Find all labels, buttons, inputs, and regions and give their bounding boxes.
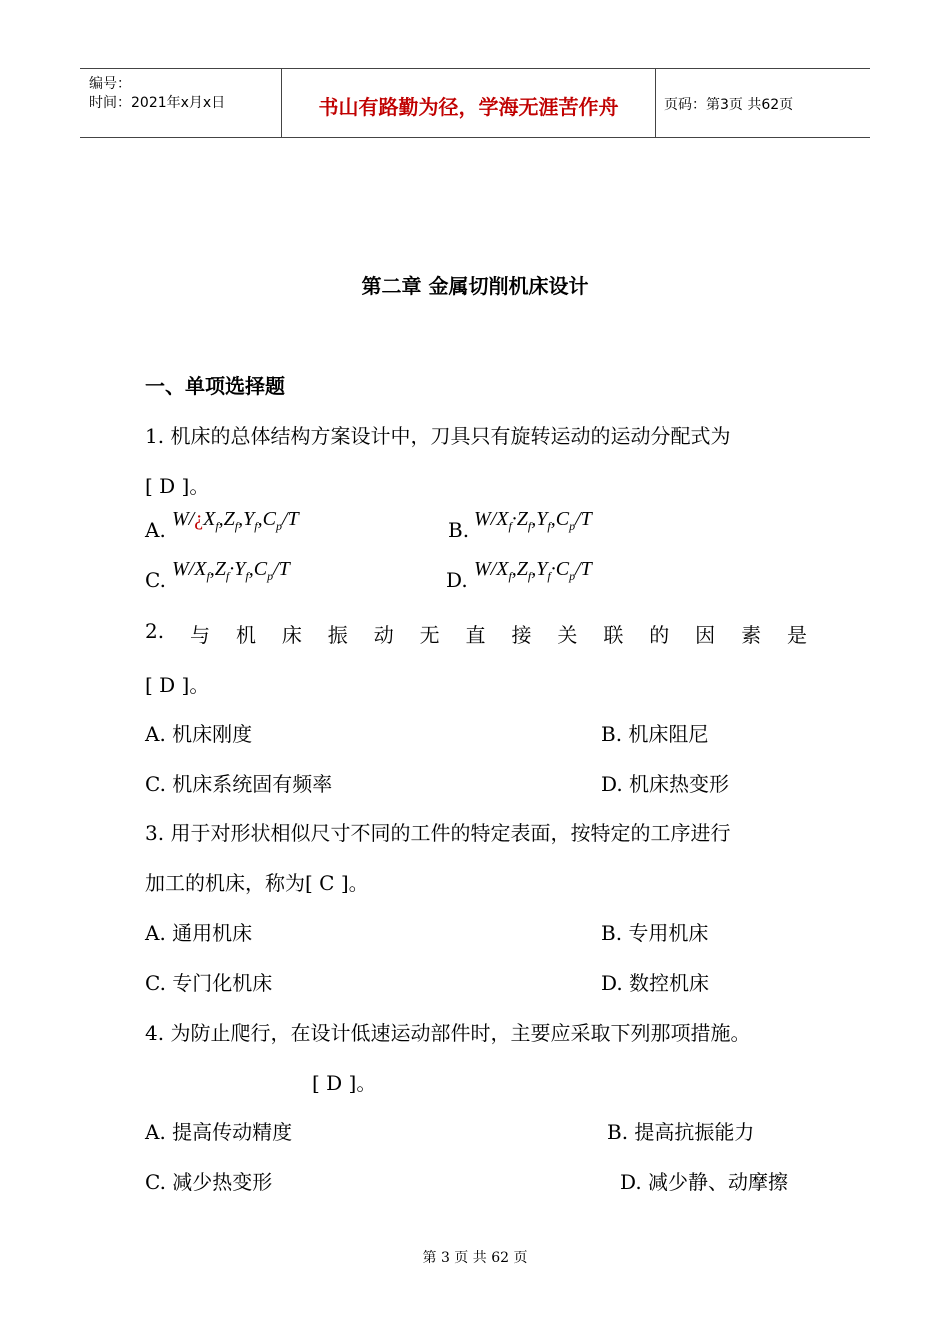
q1-stem: 1. 机床的总体结构方案设计中，刀具只有旋转运动的运动分配式为 xyxy=(145,424,731,448)
q3-option-c: C. 专门化机床 xyxy=(145,971,273,995)
q1-option-b-expr: $W/X_f\cdot Z_f,Y_f,C_p/T$ xyxy=(474,508,592,533)
q3-stem-line2: 加工的机床，称为[ C ]。 xyxy=(145,871,369,895)
q1-answer: [ D ]。 xyxy=(145,474,210,498)
q2-char: 素 xyxy=(741,623,762,647)
page-info: 页码：第3页 共62页 xyxy=(664,97,794,113)
q4-answer: [ D ]。 xyxy=(312,1071,377,1095)
q2-char: 与 xyxy=(190,623,211,647)
q2-answer: [ D ]。 xyxy=(145,673,210,697)
q4-option-c: C. 减少热变形 xyxy=(145,1170,273,1194)
q4-stem: 4. 为防止爬行，在设计低速运动部件时，主要应采取下列那项措施。 xyxy=(145,1021,751,1045)
header-left-cell xyxy=(80,69,281,137)
q2-char: 2. xyxy=(145,619,165,643)
q2-option-c: C. 机床系统固有频率 xyxy=(145,772,333,796)
page-header xyxy=(80,68,870,138)
number-label: 编号： xyxy=(89,76,131,92)
q1-option-a-expr: $W/¿X_f,Z_f,Y_f,C_p/T$ xyxy=(172,508,299,533)
q2-char: 床 xyxy=(281,623,302,647)
q2-char: 联 xyxy=(603,623,624,647)
q4-option-b: B. 提高抗振能力 xyxy=(607,1120,755,1144)
q2-char: 接 xyxy=(511,623,532,647)
q1-option-d-expr: $W/X_f,Z_f,Y_f\cdot C_p/T$ xyxy=(474,558,592,583)
q4-option-d: D. 减少静、动摩擦 xyxy=(620,1170,789,1194)
q2-char: 是 xyxy=(787,623,807,647)
q1-option-c-expr: $W/X_f,Z_f\cdot Y_f,C_p/T$ xyxy=(172,558,290,583)
q2-char: 直 xyxy=(465,623,486,647)
q3-stem-line1: 3. 用于对形状相似尺寸不同的工件的特定表面，按特定的工序进行 xyxy=(145,821,731,845)
q3-option-b: B. 专用机床 xyxy=(601,921,709,945)
q2-char: 动 xyxy=(373,623,394,647)
q2-option-d: D. 机床热变形 xyxy=(601,772,730,796)
page-footer: 第 3 页 共 62 页 xyxy=(422,1250,528,1266)
header-motto: 书山有路勤为径，学海无涯苦作舟 xyxy=(318,95,619,119)
q1-option-a-label: A. xyxy=(145,518,166,542)
q3-option-d: D. 数控机床 xyxy=(601,971,710,995)
q2-char: 振 xyxy=(327,623,348,647)
section-title: 一、单项选择题 xyxy=(145,374,285,398)
q4-option-a: A. 提高传动精度 xyxy=(145,1120,293,1144)
q2-char: 机 xyxy=(235,623,256,647)
q2-stem xyxy=(145,619,807,648)
q2-char: 关 xyxy=(557,623,578,647)
q2-char: 无 xyxy=(419,623,440,647)
q2-char: 因 xyxy=(695,623,716,647)
q1-option-d-label: D. xyxy=(446,568,468,592)
q3-option-a: A. 通用机床 xyxy=(145,921,253,945)
date-label: 时间：2021年x月x日 xyxy=(89,95,226,111)
q1-option-b-label: B. xyxy=(448,518,470,542)
q1-option-c-label: C. xyxy=(145,568,166,592)
q2-char: 的 xyxy=(649,623,670,647)
q2-option-a: A. 机床刚度 xyxy=(145,722,253,746)
chapter-title: 第二章 金属切削机床设计 xyxy=(361,274,589,298)
header-center-cell xyxy=(281,69,656,137)
q2-option-b: B. 机床阻尼 xyxy=(601,722,709,746)
header-right-cell xyxy=(655,69,870,137)
